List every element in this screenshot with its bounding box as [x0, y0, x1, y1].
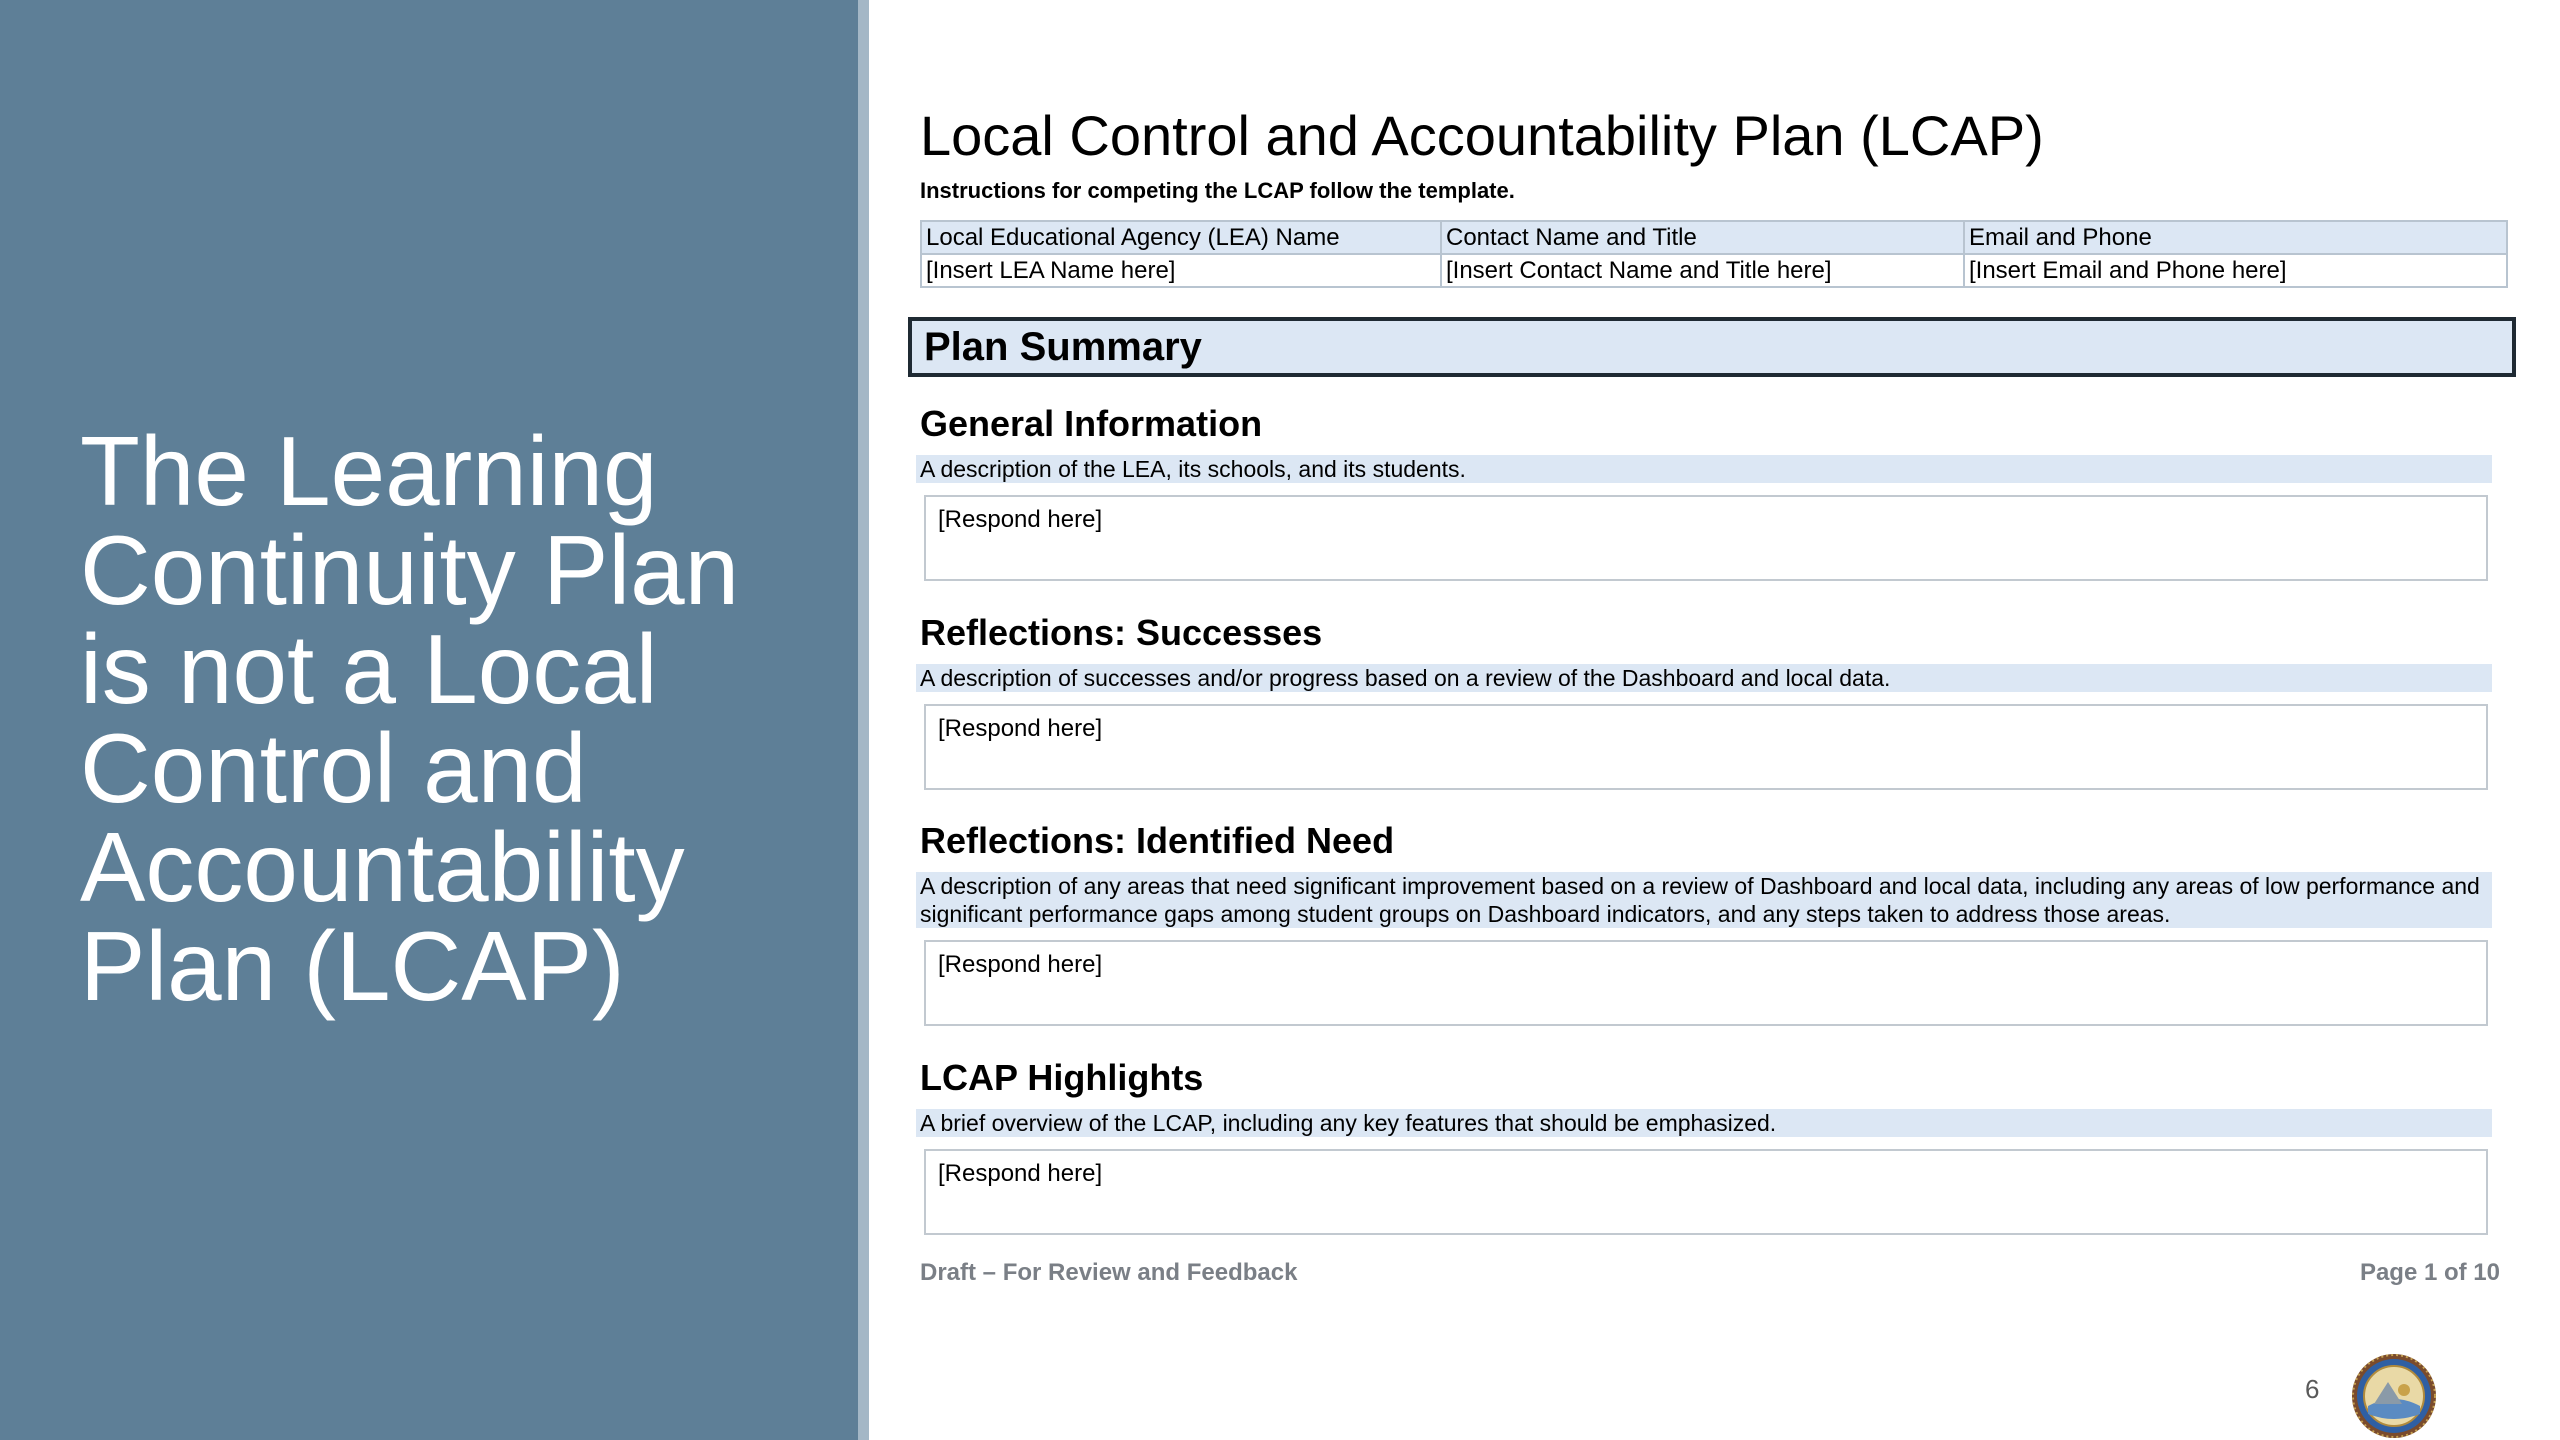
section-heading: Reflections: Successes	[920, 612, 1323, 653]
document-footer-page: Page 1 of 10	[2359, 1259, 2500, 1286]
section-description: A description of any areas that need significant improvement based on a review of Dashboard and local data, including any areas of low performance and significant performance gaps among student groups on Dashboard indicators, and any steps taken to address those areas.	[916, 872, 2492, 928]
section-description: A description of the LEA, its schools, and its students.	[916, 455, 2492, 483]
table-header-cell: Local Educational Agency (LEA) Name	[921, 221, 1441, 254]
table-cell: [Insert Contact Name and Title here]	[1441, 254, 1964, 287]
response-box	[924, 495, 2488, 581]
slide-title: The Learning Continuity Plan is not a Local Control and Accountability Plan (LCAP)	[80, 416, 740, 1021]
response-text: [Respond here]	[938, 951, 1103, 978]
document-instructions: Instructions for competing the LCAP follow the template.	[920, 178, 1515, 203]
document-title: Local Control and Accountability Plan (LCAP)	[920, 104, 2044, 167]
lcap-document	[920, 0, 2520, 1440]
table-header-row	[921, 221, 2507, 254]
document-footer-draft: Draft – For Review and Feedback	[920, 1259, 1298, 1286]
table-row	[921, 254, 2507, 287]
lea-info-table	[920, 220, 2508, 288]
table-header-cell: Email and Phone	[1964, 221, 2507, 254]
section-heading: Reflections: Identified Need	[920, 820, 1395, 861]
response-text: [Respond here]	[938, 506, 1103, 533]
plan-summary-heading: Plan Summary	[908, 317, 2516, 377]
section-description: A description of successes and/or progress based on a review of the Dashboard and local data.	[916, 664, 2492, 692]
response-box	[924, 1149, 2488, 1235]
table-header-cell: Contact Name and Title	[1441, 221, 1964, 254]
table-cell: [Insert LEA Name here]	[921, 254, 1441, 287]
section-description: A brief overview of the LCAP, including any key features that should be emphasized.	[916, 1109, 2492, 1137]
section-heading: General Information	[920, 403, 1263, 444]
table-cell: [Insert Email and Phone here]	[1964, 254, 2507, 287]
slide-number: 6	[2305, 1374, 2320, 1404]
california-state-seal-icon	[2350, 1352, 2438, 1440]
response-box	[924, 940, 2488, 1026]
response-box	[924, 704, 2488, 790]
response-text: [Respond here]	[938, 1160, 1103, 1187]
response-text: [Respond here]	[938, 715, 1103, 742]
section-heading: LCAP Highlights	[920, 1057, 1204, 1098]
panel-divider	[858, 0, 869, 1440]
